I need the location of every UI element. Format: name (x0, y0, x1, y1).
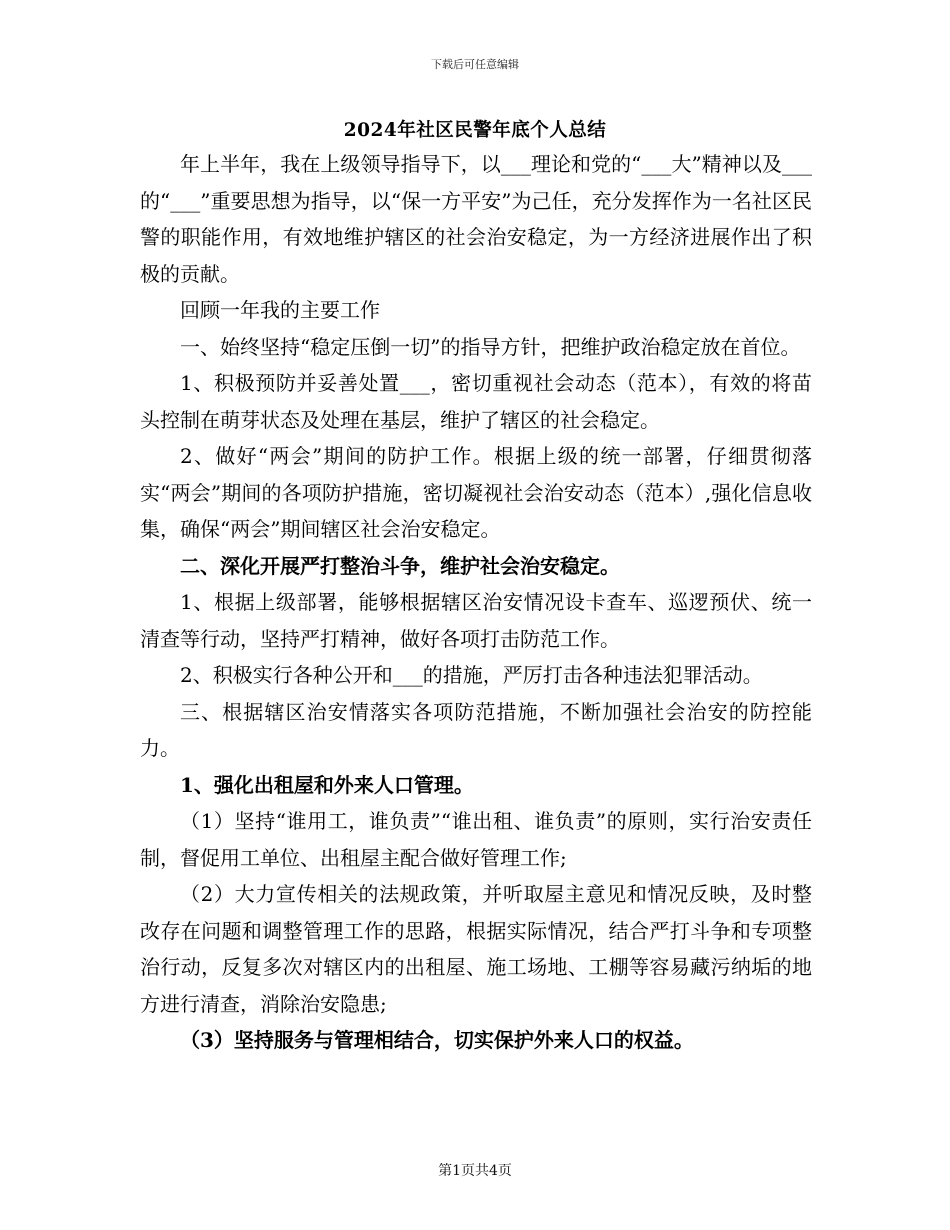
paragraph: 一、始终坚持“稳定压倒一切”的指导方针，把维护政治稳定放在首位。 (180, 334, 801, 359)
paragraph: 年上半年，我在上级领导指导下，以___理论和党的“___大”精神以及___的“___”重要思想为指导，以“保一方平安”为己任，充分发挥作为一名社区民警的职能作用，有效地维护辖区的社会治安稳定，为一方经济进展作出了积极的贡献。 (140, 152, 812, 286)
page-footer: 第1页共4页 (438, 1163, 512, 1179)
paragraph: （1）坚持“谁用工，谁负责”“谁出租、谁负责”的原则，实行治安责任制，督促用工单位、出租屋主配合做好管理工作; (140, 809, 812, 870)
paragraph: 1、根据上级部署，能够根据辖区治安情况设卡查车、巡逻预伏、统一清查等行动，坚持严打精神，做好各项打击防范工作。 (140, 590, 812, 651)
paragraph: 2、做好“两会”期间的防护工作。根据上级的统一部署，仔细贯彻落实“两会”期间的各项防护措施，密切凝视社会治安动态（范本）,强化信息收集，确保“两会”期间辖区社会治安稳定。 (140, 444, 812, 541)
subsection-heading: （3）坚持服务与管理相结合，切实保护外来人口的权益。 (180, 1028, 694, 1052)
paragraph: （2）大力宣传相关的法规政策，并听取屋主意见和情况反映，及时整改存在问题和调整管理工作的思路，根据实际情况，结合严打斗争和专项整治行动，反复多次对辖区内的出租屋、施工场地、工棚等容易藏污纳垢的地方进行清查，消除治安隐患; (140, 882, 812, 1016)
document-title: 2024年社区民警年底个人总结 (343, 120, 607, 141)
page-header: 下载后可任意编辑 (431, 58, 519, 71)
paragraph: 回顾一年我的主要工作 (180, 298, 380, 322)
paragraph: 2、积极实行各种公开和___的措施，严厉打击各种违法犯罪活动。 (180, 663, 763, 687)
document-body (140, 146, 812, 1059)
section-heading: 二、深化开展严打整治斗争，维护社会治安稳定。 (180, 553, 620, 578)
paragraph: 三、根据辖区治安情落实各项防范措施，不断加强社会治安的防控能力。 (140, 699, 812, 760)
subsection-heading: 1、强化出租屋和外来人口管理。 (180, 772, 474, 797)
paragraph: 1、积极预防并妥善处置___，密切重视社会动态（范本），有效的将苗头控制在萌芽状态及处理在基层，维护了辖区的社会稳定。 (140, 371, 812, 432)
